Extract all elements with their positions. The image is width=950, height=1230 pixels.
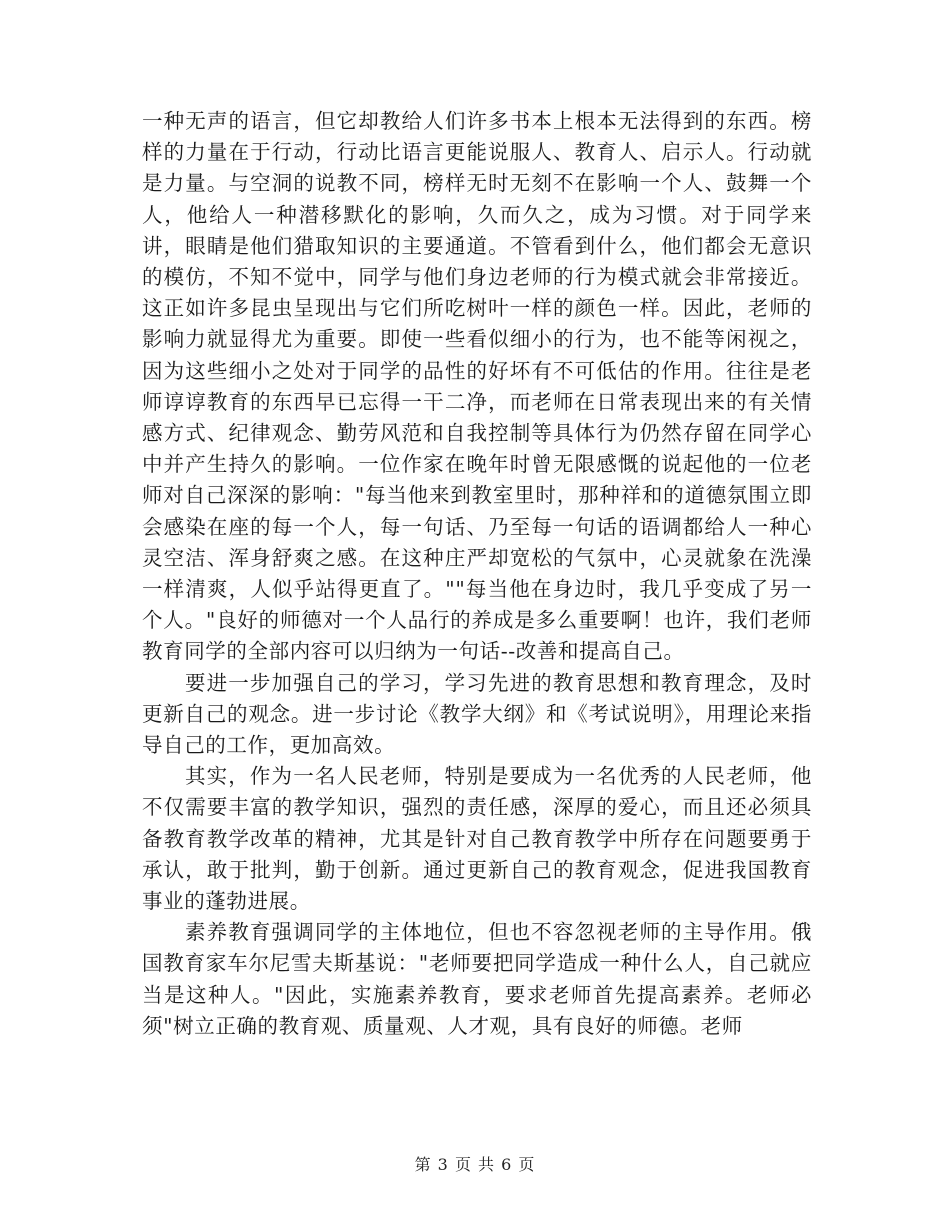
document-body xyxy=(142,106,812,1042)
paragraph-4: 素养教育强调同学的主体地位，但也不容忽视老师的主导作用。俄国教育家车尔尼雪夫斯基说："老师要把同学造成一种什么人，自己就应当是这种人。"因此，实施素养教育，要求老师首先提高素养。老师必须"树立正确的教育观、质量观、人才观，具有良好的师德。老师 xyxy=(142,920,812,1038)
paragraph-3: 其实，作为一名人民老师，特别是要成为一名优秀的人民老师，他不仅需要丰富的教学知识，强烈的责任感，深厚的爱心，而且还必须具备教育教学改革的精神，尤其是针对自己教育教学中所存在问题要勇于承认，敢于批判，勤于创新。通过更新自己的教育观念，促进我国教育事业的蓬勃进展。 xyxy=(142,764,812,914)
paragraph-1: 一种无声的语言，但它却教给人们许多书本上根本无法得到的东西。榜样的力量在于行动，行动比语言更能说服人、教育人、启示人。行动就是力量。与空洞的说教不同，榜样无时无刻不在影响一个人、鼓舞一个人，他给人一种潜移默化的影响，久而久之，成为习惯。对于同学来讲，眼睛是他们猎取知识的主要通道。不管看到什么，他们都会无意识的模仿，不知不觉中，同学与他们身边老师的行为模式就会非常接近。这正如许多昆虫呈现出与它们所吃树叶一样的颜色一样。因此，老师的影响力就显得尤为重要。即使一些看似细小的行为，也不能等闲视之，因为这些细小之处对于同学的品性的好坏有不可低估的作用。往往是老师谆谆教育的东西早已忘得一干二净，而老师在日常表现出来的有关情感方式、纪律观念、勤劳风范和自我控制等具体行为仍然存留在同学心中并产生持久的影响。一位作家在晚年时曾无限感慨的说起他的一位老师对自己深深的影响："每当他来到教室里时，那种祥和的道德氛围立即会感染在座的每一个人，每一句话、乃至每一句话的语调都给人一种心灵空洁、浑身舒爽之感。在这种庄严却宽松的气氛中，心灵就象在洗澡一样清爽，人似乎站得更直了。""每当他在身边时，我几乎变成了另一个人。"良好的师德对一个人品行的养成是多么重要啊！也许，我们老师教育同学的全部内容可以归纳为一句话--改善和提高自己。 xyxy=(142,109,812,664)
page-number-footer: 第 3 页 共 6 页 xyxy=(414,1155,536,1174)
paragraph-2: 要进一步加强自己的学习，学习先进的教育思想和教育理念，及时更新自己的观念。进一步讨论《教学大纲》和《考试说明》，用理论来指导自己的工作，更加高效。 xyxy=(142,670,812,758)
